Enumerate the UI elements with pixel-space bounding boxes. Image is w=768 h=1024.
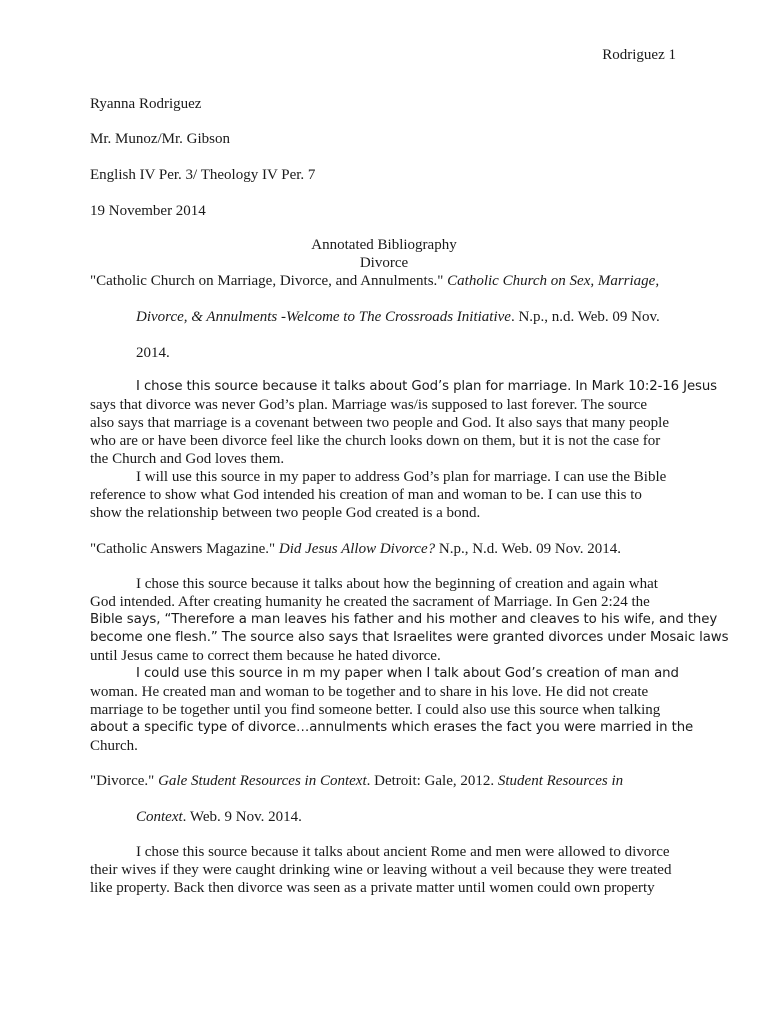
entry-1-para-2-line: I will use this source in my paper to address God’s plan for marriage. I can use the Bible: [136, 469, 667, 485]
page-header-label: Rodriguez 1: [602, 47, 676, 63]
entry-2-para-2-line: about a specific type of divorce…annulments which erases the fact you were married in the: [90, 720, 694, 735]
teacher-names: Mr. Munoz/Mr. Gibson: [90, 131, 231, 147]
citation-3-italic: Gale Student Resources in Context: [158, 773, 367, 789]
citation-3-plain-2: . Detroit: Gale, 2012.: [366, 773, 498, 789]
entry-2-para-2-line: Church.: [90, 738, 138, 754]
entry-3-para-1-line: their wives if they were caught drinking wine or leaving without a veil because they were treated: [90, 862, 672, 878]
citation-1-italic: Catholic Church on Sex, Marriage,: [447, 273, 660, 289]
entry-2-para-2-line: woman. He created man and woman to be together and to share in his love. He did not create: [90, 684, 649, 700]
citation-3-line-2: [136, 808, 302, 826]
citation-1-plain: "Catholic Church on Marriage, Divorce, and Annulments.": [90, 273, 448, 289]
citation-1-italic-2: Divorce, & Annulments -Welcome to The Crossroads Initiative: [136, 309, 511, 325]
citation-1-plain-2: . N.p., n.d. Web. 09 Nov.: [510, 309, 660, 325]
entry-1-para-1-line: [90, 396, 647, 414]
citation-2-line-1: [90, 540, 621, 558]
class-info: English IV Per. 3/ Theology IV Per. 7: [90, 167, 316, 183]
citation-2-plain-2: N.p., N.d. Web. 09 Nov. 2014.: [435, 541, 621, 557]
entry-2-para-1-line: until Jesus came to correct them because he hated divorce.: [90, 648, 441, 664]
entry-1-para-1-line: also says that marriage is a covenant between two people and God. It also says that many people: [90, 415, 669, 431]
citation-3-line-1: [90, 772, 623, 790]
student-name: Ryanna Rodriguez: [90, 96, 202, 112]
entry-2-para-2-line: marriage to be together until you find someone better. I could also use this source when talking: [90, 702, 661, 718]
citation-1-line-1: [90, 272, 659, 290]
entry-1-para-1-text: says that divorce was never God’s plan. Marriage was/is supposed to last forever. The source: [90, 397, 648, 413]
document-title: Annotated Bibliography: [311, 237, 457, 253]
citation-2-italic: Did Jesus Allow Divorce?: [278, 541, 436, 557]
entry-2-para-1-line: become one flesh.” The source also says that Israelites were granted divorces under Mosaic laws: [90, 630, 729, 645]
citation-3-italic-3: Context: [136, 809, 183, 825]
entry-1-para-1-line: who are or have been divorce feel like the church looks down on them, but it is not the case for: [90, 433, 661, 449]
entry-3-para-1-line: I chose this source because it talks about ancient Rome and men were allowed to divorce: [136, 844, 670, 860]
document-date: 19 November 2014: [90, 203, 206, 219]
entry-2-para-1-line: God intended. After creating humanity he created the sacrament of Marriage. In Gen 2:24 the: [90, 594, 650, 610]
entry-2-para-1-line: I chose this source because it talks about how the beginning of creation and again what: [136, 576, 658, 592]
entry-1-para-2-line: show the relationship between two people God created is a bond.: [90, 505, 481, 521]
citation-2-plain: "Catholic Answers Magazine.": [90, 541, 279, 557]
citation-1-line-3: 2014.: [136, 345, 170, 361]
entry-2-para-1-line: Bible says, “Therefore a man leaves his father and his mother and cleaves to his wife, and they: [90, 612, 718, 627]
citation-3-italic-2: Student Resources in: [497, 773, 624, 789]
entry-2-para-2-line: I could use this source in m my paper when I talk about God’s creation of man and: [136, 666, 679, 681]
citation-1-line-2: [136, 308, 660, 326]
entry-1-para-1-line: the Church and God loves them.: [90, 451, 285, 467]
document-subtitle: Divorce: [359, 255, 409, 271]
entry-1-para-2-line: reference to show what God intended his creation of man and woman to be. I can use this to: [90, 487, 642, 503]
citation-3-plain: "Divorce.": [90, 773, 159, 789]
citation-3-plain-3: . Web. 9 Nov. 2014.: [182, 809, 302, 825]
entry-1-para-1-line: I chose this source because it talks about God’s plan for marriage. In Mark 10:2-16 Jesus: [136, 379, 718, 394]
entry-3-para-1-line: like property. Back then divorce was seen as a private matter until women could own property: [90, 880, 655, 896]
